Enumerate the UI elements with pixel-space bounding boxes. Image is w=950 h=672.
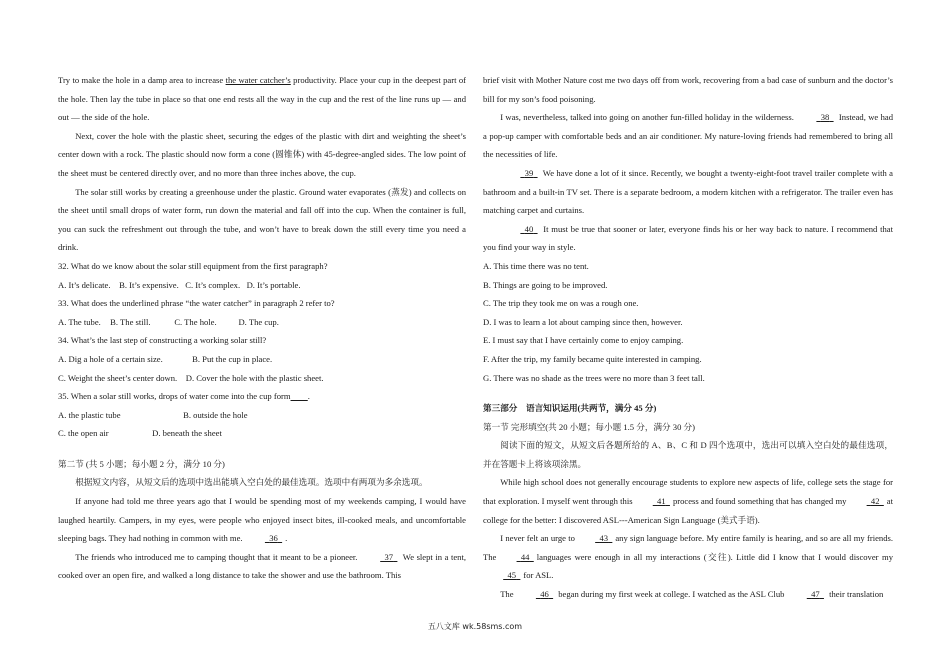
paragraph: The solar still works by creating a greenhouse under the plastic. Ground water evaporates (蒸发) and collects on the sheet until small drops of water form, run down the material and fall off into the cup. When the container is full, you can suck the refreshment out through the tube, and won’t have to break down the still every time you need a drink. — [58, 186, 466, 253]
blank-44: 44 — [520, 551, 530, 562]
question-32: 32. What do we know about the solar still equipment from the first paragraph? — [58, 260, 328, 271]
option-e: E. I must say that I have certainly come to enjoy camping. — [483, 335, 684, 346]
section-2-instructions: 根据短文内容，从短文后的选项中选出能填入空白处的最佳选项。选项中有两项为多余选项。 — [75, 477, 428, 488]
blank-41: 41 — [657, 496, 666, 507]
section-2-title: 第二节 (共 5 小题；每小题 2 分，满分 10 分) — [58, 458, 225, 469]
question-34-options-cd: C. Weight the sheet’s center down. D. Cover the hole with the plastic sheet. — [58, 372, 324, 383]
blank-37: 37 — [384, 551, 394, 562]
question-33: 33. What does the underlined phrase “the water catcher” in paragraph 2 refer to? — [58, 298, 335, 309]
question-35: 35. When a solar still works, drops of water come into the cup form . — [58, 391, 310, 402]
page-footer: 五八文库 wk.58sms.com — [427, 622, 523, 631]
blank-36: 36 — [269, 533, 278, 544]
blank-42: 42 — [870, 496, 880, 507]
blank-40: 40 — [524, 223, 534, 234]
question-32-options: A. It’s delicate. B. It’s expensive. C. It’s complex. D. It’s portable. — [58, 279, 301, 290]
section-1-title: 第一节 完形填空(共 20 小题；每小题 1.5 分，满分 30 分) — [483, 421, 695, 432]
underlined-phrase: the water catcher’s — [225, 75, 291, 85]
blank-43: 43 — [599, 533, 609, 544]
paragraph: If anyone had told me three years ago that I would be spending most of my weekends camping, I would have laughed heartily. Campers, in my eyes, were people who enjoyed insect bites, ill-cooked meals, and uncomfortable sleeping bags. They had nothing in common with me. 36 . — [58, 492, 466, 548]
answer-blank — [291, 391, 308, 401]
option-d: D. I was to learn a lot about camping since then, however. — [483, 316, 683, 327]
question-33-options: A. The tube. B. The still. C. The hole. D. The cup. — [58, 316, 279, 327]
paragraph: The friends who introduced me to camping thought that it meant to be a pioneer. 37 We slept in a tent, cooked over an open fire, and walked a long distance to take the shower and use the bathroom. This — [58, 548, 466, 585]
option-c: C. The trip they took me on was a rough one. — [483, 298, 639, 309]
option-f: F. After the trip, my family became quite interested in camping. — [483, 353, 702, 364]
paragraph: 39 We have done a lot of it since. Recently, we bought a twenty-eight-foot travel trailer complete with a bathroom and a built-in TV set. There is a separate bedroom, a modern kitchen with a refrigerator. The trailer even has matching carpet and curtains. — [483, 164, 893, 220]
option-a: A. This time there was no tent. — [483, 260, 589, 271]
right-column — [483, 71, 893, 604]
question-34: 34. What’s the last step of constructing a working solar still? — [58, 335, 267, 346]
paragraph: Try to make the hole in a damp area to increase the water catcher’s productivity. Place your cup in the deepest part of the hole. Then lay the tube in place so that one end rests all the way in the cup and the rest of the line runs up — and out — the side of the hole. — [58, 75, 467, 123]
blank-46: 46 — [540, 589, 549, 600]
paragraph: 40 It must be true that sooner or later, everyone finds his or her way back to nature. I recommend that you find your way in style. — [483, 220, 893, 257]
question-35-options-cd: C. the open air D. beneath the sheet — [58, 428, 222, 439]
paragraph: I never felt an urge to 43 any sign language before. My entire family is hearing, and so are all my friends. The 44 languages were enough in all my interactions (交往). Little did I know that I would discover my 45 for ASL. — [483, 529, 893, 585]
option-b: B. Things are going to be improved. — [483, 279, 608, 290]
left-column — [58, 71, 466, 585]
question-34-options-ab: A. Dig a hole of a certain size. B. Put the cup in place. — [58, 353, 273, 364]
paragraph: While high school does not generally encourage students to explore new aspects of life, college sets the stage for that exploration. I myself went through this 41 process and found something that has changed my 42 at college for the better: I discovered ASL---American Sign Language (美式手语). — [483, 477, 893, 525]
section-1-instructions: 阅读下面的短文，从短文后各题所给的 A、B、C 和 D 四个选项中，选出可以填入空白处的最佳选项，并在答题卡上将该项涂黑。 — [483, 440, 893, 469]
blank-45: 45 — [507, 570, 517, 581]
paragraph: Next, cover the hole with the plastic sheet, securing the edges of the plastic with dirt and weighting the sheet’s center down with a rock. The plastic should now form a cone (圆锥体) with 45-degree-angled sides. The low point of the sheet must be centered directly over, and no more than three inches above, the cup. — [58, 130, 466, 178]
paragraph: brief visit with Mother Nature cost me two days off from work, recovering from a bad case of sunburn and the doctor’s bill for my son’s food poisoning. — [483, 75, 893, 104]
question-35-options-ab: A. the plastic tube B. outside the hole — [58, 409, 248, 420]
paragraph: I was, nevertheless, talked into going on another fun-filled holiday in the wilderness. 38 Instead, we had a pop-up camper with comfortable beds and an air conditioner. My nature-loving friends had remembered to bring all the necessities of life. — [483, 108, 893, 164]
blank-38: 38 — [820, 112, 830, 123]
blank-39: 39 — [524, 167, 534, 178]
blank-47: 47 — [811, 589, 820, 600]
paragraph: The 46 began during my first week at college. I watched as the ASL Club 47 their translation — [483, 585, 893, 604]
part-3-title: 第三部分 语言知识运用(共两节，满分 45 分) — [483, 403, 657, 414]
option-g: G. There was no shade as the trees were no more than 3 feet tall. — [483, 372, 705, 383]
